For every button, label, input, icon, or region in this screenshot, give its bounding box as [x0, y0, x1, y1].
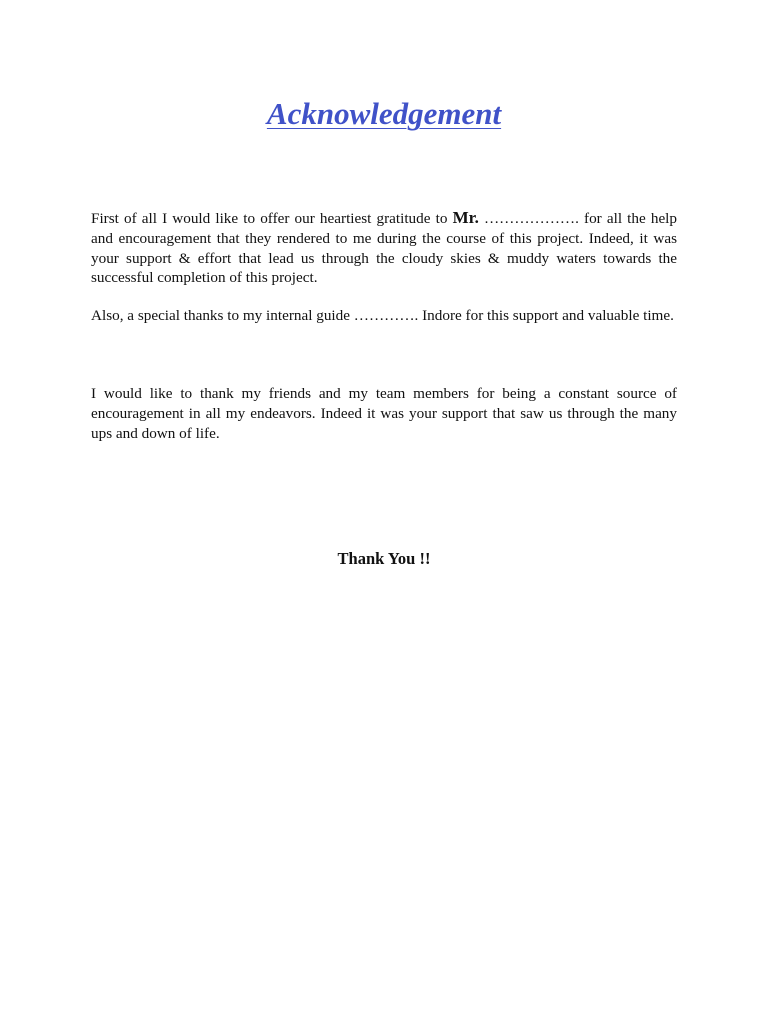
paragraph-guide-thanks: Also, a special thanks to my internal guide …………. Indore for this support and valuable time.: [91, 307, 674, 324]
page-title: Acknowledgement: [266, 96, 502, 131]
closing-thank-you: Thank You !!: [337, 549, 431, 568]
paragraph-gratitude-intro: First of all I would like to offer our heartiest gratitude to: [91, 210, 453, 227]
paragraph-gratitude-body: ………………. for all the help and encouragement that they rendered to me during the course of this project. Indeed, it was your support & effort that lead us through the cloudy skies & muddy waters towards the successful completion of this project.: [91, 210, 678, 287]
paragraph-friends-thanks: I would like to thank my friends and my team members for being a constant source of encouragement in all my endeavors. Indeed it was your support that saw us through the many ups and down of life.: [91, 385, 677, 442]
name-prefix: Mr.: [452, 208, 479, 227]
paragraph-gratitude: [91, 208, 677, 288]
